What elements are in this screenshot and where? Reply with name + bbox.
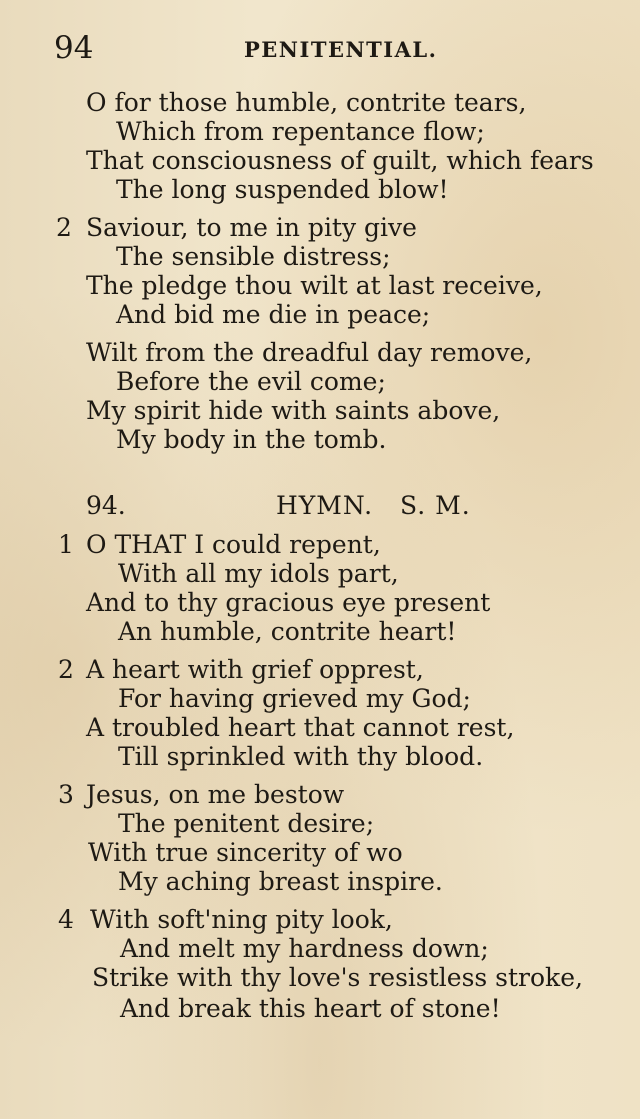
verse-line: For having grieved my God; — [118, 684, 471, 713]
verse-line: The pledge thou wilt at last receive, — [86, 271, 543, 300]
running-title: PENITENTIAL. — [244, 37, 438, 62]
page-header — [0, 30, 640, 66]
verse-line: O THAT I could repent, — [86, 530, 381, 559]
verse-line: The long suspended blow! — [116, 175, 449, 204]
verse-line: And bid me die in peace; — [116, 300, 431, 329]
verse-line: Saviour, to me in pity give — [86, 213, 417, 242]
verse-line: Jesus, on me bestow — [86, 780, 345, 809]
hymn-heading — [0, 491, 640, 523]
verse-line: My aching breast inspire. — [118, 867, 443, 896]
verse-line: Wilt from the dreadful day remove, — [86, 338, 533, 367]
verse-line: O for those humble, contrite tears, — [86, 88, 527, 117]
verse-line: With all my idols part, — [118, 559, 399, 588]
stanza-number: 2 — [58, 655, 74, 684]
verse-line: The penitent desire; — [118, 809, 375, 838]
verse-line: Before the evil come; — [116, 367, 386, 396]
verse-line: And to thy gracious eye present — [86, 588, 491, 617]
page-number: 94 — [54, 30, 94, 66]
verse-line: An humble, contrite heart! — [118, 617, 457, 646]
verse-line: Strike with thy love's resistless stroke, — [92, 963, 583, 992]
hymn-title: HYMN. S. M. — [276, 491, 471, 520]
verse-line: Till sprinkled with thy blood. — [118, 742, 484, 771]
stanza-number: 4 — [58, 905, 74, 934]
verse-line: The sensible distress; — [116, 242, 391, 271]
verse-line: My body in the tomb. — [116, 425, 387, 454]
stanza-number: 2 — [56, 213, 72, 242]
hymn-number: 94. — [86, 491, 126, 520]
verse-line: With true sincerity of wo — [88, 838, 403, 867]
verse-line: My spirit hide with saints above, — [86, 396, 501, 425]
verse-line: With soft'ning pity look, — [90, 905, 393, 934]
verse-line: That consciousness of guilt, which fears — [86, 146, 594, 175]
verse-line: A troubled heart that cannot rest, — [86, 713, 515, 742]
stanza-number: 1 — [58, 530, 74, 559]
stanza-number: 3 — [58, 780, 74, 809]
verse-line: And melt my hardness down; — [120, 934, 489, 963]
verse-line: A heart with grief opprest, — [86, 655, 424, 684]
verse-line: And break this heart of stone! — [120, 994, 501, 1023]
verse-line: Which from repentance flow; — [116, 117, 485, 146]
